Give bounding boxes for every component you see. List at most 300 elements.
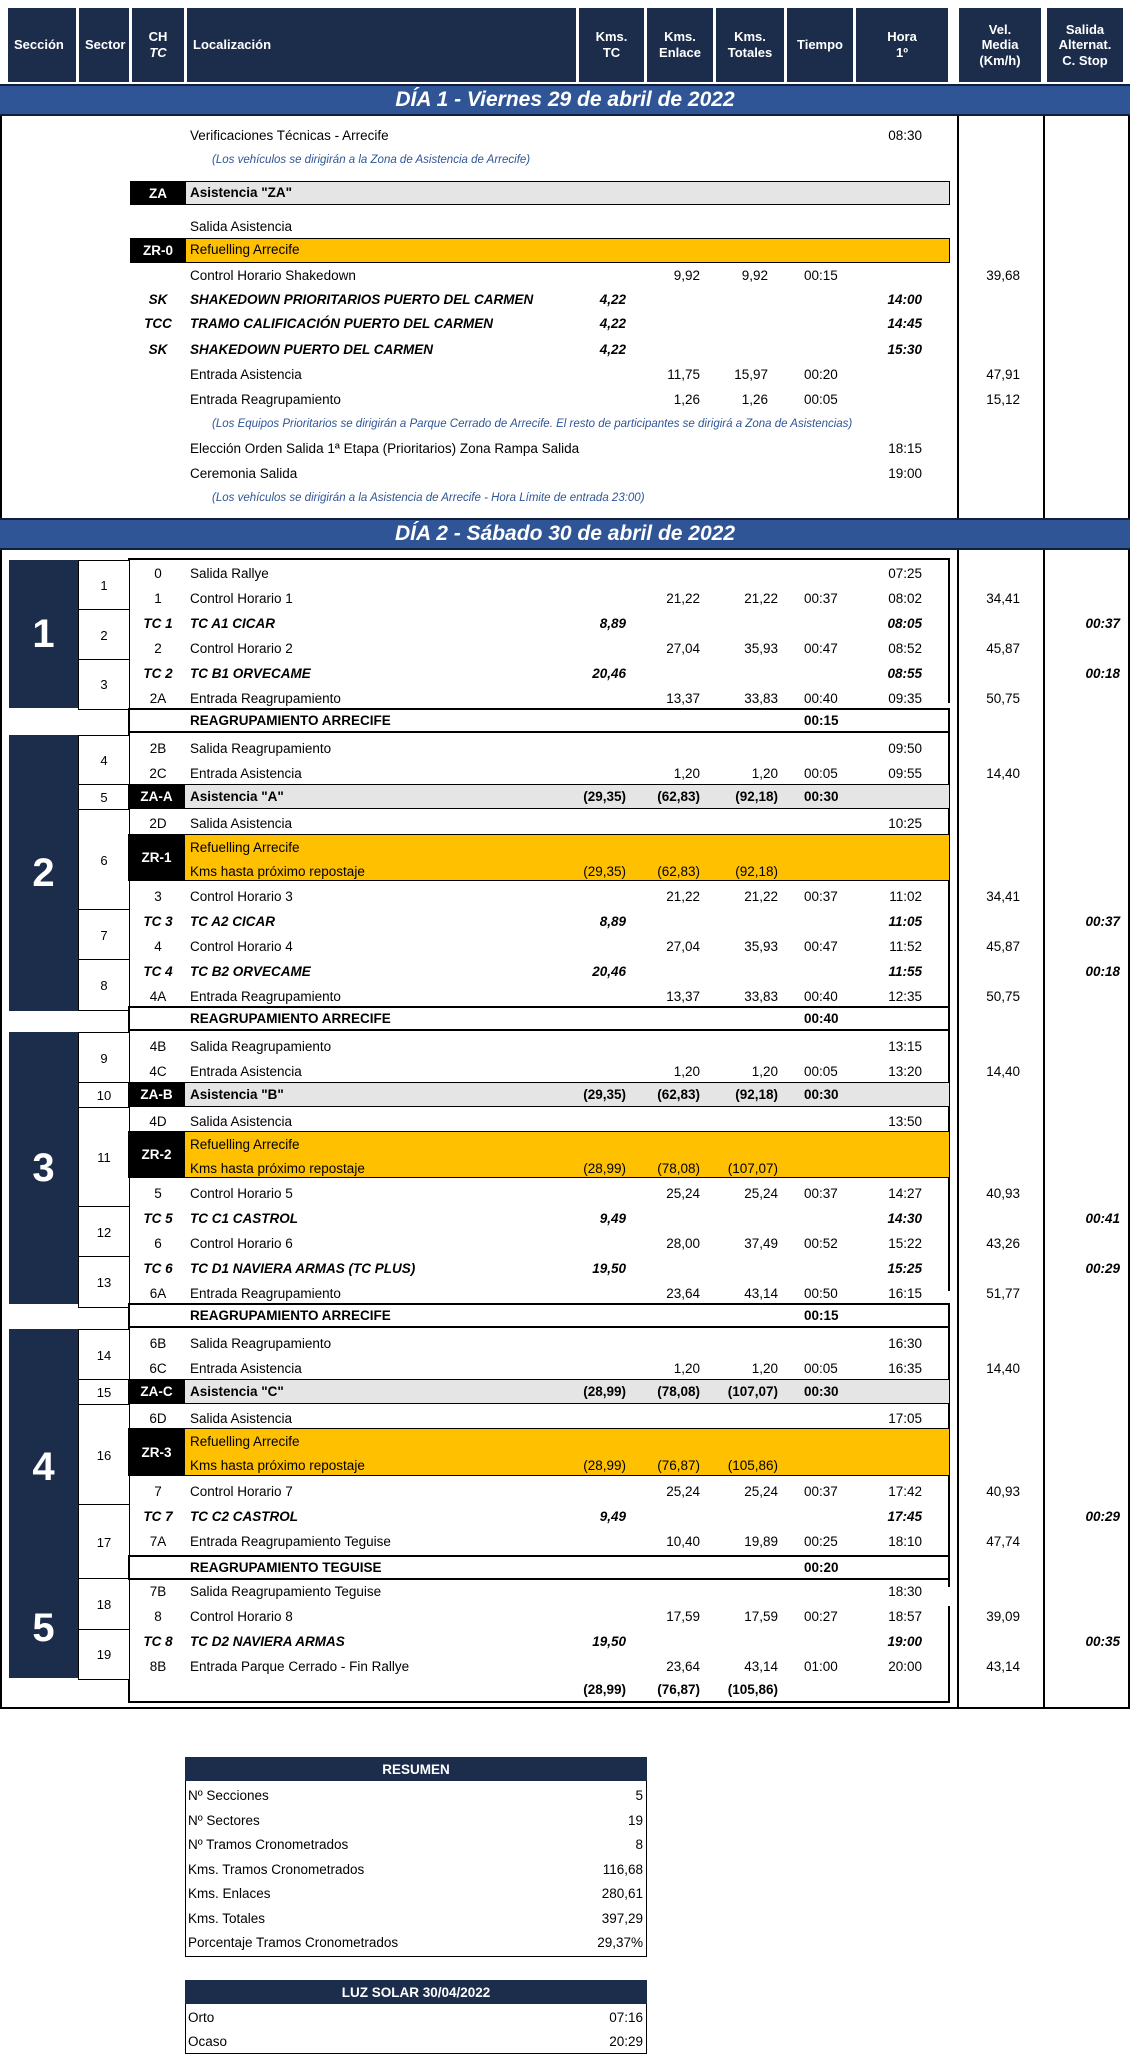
day1-eleccion-orden: Elección Orden Salida 1ª Etapa (Prioritarios) Zona Rampa Salida: [190, 441, 580, 456]
sector-number: 12: [96, 1224, 112, 1240]
resumen-label: Nº Tramos Cronometrados: [188, 1837, 349, 1852]
location: Entrada Reagrupamiento Teguise: [190, 1534, 391, 1549]
vel-media: 51,77: [986, 1286, 1020, 1301]
salida-alternat: 00:37: [1085, 914, 1120, 929]
location: Entrada Asistencia: [190, 1064, 302, 1079]
hora: 11:52: [889, 939, 922, 954]
ch-code: 2D: [149, 816, 167, 831]
vel-media: 40,93: [986, 1186, 1020, 1201]
luz-solar-value: 20:29: [609, 2033, 643, 2049]
kms-totales: (92,18): [735, 1087, 778, 1102]
day1-entrada-reagrupamiento: Entrada Reagrupamiento: [190, 392, 341, 407]
location: Salida Asistencia: [190, 1411, 293, 1426]
ch-code: 8B: [149, 1659, 167, 1674]
hora: 07:25: [888, 566, 922, 581]
ch-code: 7: [154, 1484, 162, 1499]
day2-rule-bottom: [128, 1701, 950, 1703]
kms-totales: (92,18): [735, 789, 778, 804]
header-kms-totales-line1: Kms.: [734, 29, 766, 45]
kms-enlace: (62,83): [657, 1087, 700, 1102]
location: Entrada Asistencia: [190, 766, 302, 781]
day1-ch-shakedown-vel: 39,68: [986, 268, 1020, 283]
hora: 13:20: [888, 1064, 922, 1079]
day1-ch-shakedown-enlace: 9,92: [673, 268, 700, 283]
kms-totales: 35,93: [744, 939, 778, 954]
sector-number: 17: [96, 1535, 112, 1550]
regroup-label: REAGRUPAMIENTO ARRECIFE: [190, 713, 391, 728]
sector-cell: [78, 1032, 130, 1084]
hora: 15:22: [888, 1236, 922, 1251]
header-kms-enlace-line1: Kms.: [664, 29, 696, 45]
hora: 12:35: [888, 989, 922, 1004]
section-2-number: 2: [32, 850, 55, 895]
location: Control Horario 2: [190, 641, 293, 656]
kms-enlace: 21,22: [666, 889, 700, 904]
section-5: [9, 1578, 78, 1678]
day1-refuelling: Refuelling Arrecife: [190, 242, 300, 257]
ch-code: TC 7: [143, 1509, 173, 1524]
tiempo: 00:37: [804, 1484, 838, 1499]
luz-solar-header: [185, 1980, 647, 2004]
ch-code: 7A: [149, 1534, 167, 1549]
sector-number: 4: [100, 753, 108, 768]
kms-enlace: 1,20: [673, 766, 700, 781]
header-kms-enlace: [647, 8, 713, 82]
tag-zr-2-text: ZR-2: [141, 1147, 172, 1162]
tiempo: 00:47: [804, 939, 838, 954]
hora: 18:57: [888, 1609, 922, 1624]
resumen-value: 280,61: [601, 1886, 643, 1901]
location: Control Horario 8: [190, 1609, 293, 1624]
hora: 10:25: [888, 816, 922, 831]
vel-media: 34,41: [986, 889, 1020, 904]
kms-totales: 1,20: [751, 1064, 778, 1079]
kms-totales: 25,24: [744, 1484, 778, 1499]
day1-note-1: (Los vehículos se dirigirán a la Zona de Asistencia de Arrecife): [212, 154, 531, 166]
ch-code: 4A: [149, 989, 167, 1004]
regroup-tiempo: 00:20: [804, 1560, 839, 1575]
tiempo: 00:25: [804, 1534, 838, 1549]
location: TC D2 NAVIERA ARMAS: [190, 1634, 345, 1649]
kms-tc: 8,89: [599, 616, 626, 631]
resumen-label: Kms. Enlaces: [188, 1886, 271, 1901]
tag-location: Refuelling Arrecife: [190, 1434, 300, 1449]
regroup-tiempo: 00:40: [804, 1011, 839, 1026]
resumen-label: Kms. Tramos Cronometrados: [188, 1861, 365, 1877]
kms-totales: 19,89: [744, 1534, 778, 1549]
ch-code: 4: [154, 939, 162, 954]
tiempo: 00:50: [804, 1286, 838, 1301]
tiempo: 00:05: [804, 1361, 838, 1376]
vel-media: 14,40: [986, 1064, 1020, 1079]
regroup-label: REAGRUPAMIENTO ARRECIFE: [190, 1011, 391, 1026]
day1-entrada-asistencia-vel: 47,91: [986, 367, 1020, 382]
hora: 11:55: [888, 964, 922, 979]
kms-enlace: (76,87): [657, 1458, 700, 1473]
salida-alternat: 00:29: [1085, 1509, 1120, 1524]
kms-tc: (29,35): [583, 864, 626, 879]
tag-za-a-text: ZA-A: [140, 789, 173, 804]
kms-totales: 43,14: [744, 1286, 778, 1301]
location: Salida Reagrupamiento: [190, 1336, 332, 1351]
location: TC D1 NAVIERA ARMAS (TC PLUS): [190, 1261, 416, 1276]
day1-tcc-ch: TCC: [144, 316, 172, 331]
tag-zr-1-text: ZR-1: [141, 850, 172, 865]
hora: 18:10: [888, 1534, 922, 1549]
hora: 16:15: [888, 1286, 922, 1301]
header-ch-text: CH: [148, 29, 168, 45]
day1-title-bar: [0, 84, 1130, 116]
kms-tc: (28,99): [583, 1458, 626, 1473]
header-vel-line3: (Km/h): [979, 52, 1021, 68]
location: Salida Rallye: [190, 566, 269, 581]
ch-code: 6B: [149, 1336, 167, 1351]
location: Entrada Asistencia: [190, 1361, 302, 1376]
tag-za-b: [128, 1082, 185, 1107]
header-vel-line2: Media: [981, 37, 1019, 53]
kms-enlace: 25,24: [666, 1186, 700, 1201]
sector-number: 5: [100, 790, 108, 805]
resumen-label: Porcentaje Tramos Cronometrados: [188, 1935, 399, 1950]
location: Control Horario 5: [190, 1186, 293, 1201]
day2-title: DÍA 2 - Sábado 30 de abril de 2022: [394, 522, 736, 545]
tiempo: 00:05: [804, 1064, 838, 1079]
location: Salida Reagrupamiento: [190, 1039, 332, 1054]
kms-totales: 35,93: [744, 641, 778, 656]
hora: 14:30: [887, 1211, 922, 1226]
kms-tc: (28,99): [583, 1384, 626, 1399]
day2-rule-right-a: [948, 558, 950, 703]
hora: 11:02: [889, 889, 922, 904]
kms-enlace: 28,00: [666, 1236, 700, 1251]
kms-tc: (28,99): [583, 1161, 626, 1176]
ch-code: 6A: [149, 1286, 167, 1301]
sector-cell: [78, 784, 130, 811]
tag-location: Asistencia "A": [190, 789, 284, 804]
kms-totales: (105,86): [727, 1458, 778, 1473]
tiempo: 00:37: [804, 889, 838, 904]
header-hora-line2: 1º: [896, 45, 908, 60]
kms-totales: 37,49: [744, 1236, 778, 1251]
kms-totales: 43,14: [744, 1659, 778, 1674]
tag-zr-2: [128, 1131, 185, 1178]
location: Control Horario 7: [190, 1484, 293, 1499]
day2-title-bar: [0, 518, 1130, 550]
ch-code: TC 5: [143, 1211, 173, 1226]
header-seccion: [8, 8, 76, 82]
kms-tc: 19,50: [592, 1634, 626, 1649]
header-salida-line3: C. Stop: [1062, 52, 1108, 68]
sector-cell: [78, 659, 130, 710]
day1-entrada-reagrupamiento-totales: 1,26: [741, 392, 768, 407]
kms-totales: 25,24: [744, 1186, 778, 1201]
sector-cell: [78, 1379, 130, 1406]
sector-cell: [78, 1256, 130, 1308]
ch-code: 4C: [149, 1064, 167, 1079]
ch-code: 3: [154, 889, 162, 904]
header-sector-text: Sector: [85, 37, 126, 53]
location: Salida Reagrupamiento: [190, 741, 332, 756]
vel-media: 45,87: [986, 939, 1020, 954]
day1-entrada-asistencia: Entrada Asistencia: [190, 367, 302, 382]
kms-tc: 9,49: [599, 1211, 626, 1226]
tiempo: 00:47: [804, 641, 838, 656]
tag-location: Asistencia "C": [190, 1384, 284, 1399]
ch-code: 6: [154, 1236, 162, 1251]
location: Entrada Parque Cerrado - Fin Rallye: [190, 1659, 410, 1674]
header-kms-tc-line2: TC: [602, 45, 621, 60]
day1-verificaciones-hora: 08:30: [888, 128, 922, 143]
kms-totales: 17,59: [744, 1609, 778, 1624]
resumen-value: 5: [635, 1788, 643, 1803]
kms-tc: (29,35): [583, 1087, 626, 1102]
day1-tag-za: [130, 181, 186, 205]
day1-entrada-reagrupamiento-tiempo: 00:05: [804, 392, 838, 407]
location: TC B2 ORVECAME: [190, 964, 311, 979]
tag-za-a: [128, 784, 185, 809]
header-kms-tc: [579, 8, 644, 82]
vel-media: 40,93: [986, 1484, 1020, 1499]
day1-tag-zr0-text: ZR-0: [143, 243, 173, 258]
vel-media: 47,74: [986, 1534, 1020, 1549]
header-localizacion: [187, 8, 576, 82]
day1-entrada-reagrupamiento-vel: 15,12: [986, 392, 1020, 407]
kms-totales: (107,07): [727, 1384, 778, 1399]
kms-totales: 33,83: [744, 989, 778, 1004]
hora: 20:00: [888, 1659, 922, 1674]
kms-totales: (107,07): [727, 1161, 778, 1176]
kms-enlace: 13,37: [666, 691, 700, 706]
regroup-tiempo: 00:15: [804, 1308, 839, 1323]
day1-entrada-asistencia-totales: 15,97: [734, 367, 768, 382]
day1-sk1-hora: 14:00: [887, 292, 922, 307]
tiempo: 00:52: [804, 1236, 838, 1251]
hora: 13:50: [888, 1114, 922, 1129]
sector-cell: [78, 1578, 130, 1631]
vel-media: 45,87: [986, 641, 1020, 656]
kms-totales: 1,20: [751, 766, 778, 781]
kms-enlace: (78,08): [657, 1161, 700, 1176]
sector-number: 7: [100, 927, 108, 943]
hora: 08:05: [887, 616, 922, 631]
ch-code: 2: [154, 641, 162, 656]
header-tc-text: TC: [149, 45, 167, 60]
day1-salida-asistencia: Salida Asistencia: [190, 219, 293, 234]
sector-number: 19: [96, 1647, 112, 1662]
section-4-number: 4: [32, 1444, 55, 1489]
day1-ch-shakedown: Control Horario Shakedown: [190, 268, 356, 283]
vel-media: 43,26: [986, 1236, 1020, 1251]
day1-entrada-asistencia-tiempo: 00:20: [804, 367, 838, 382]
location: Salida Reagrupamiento Teguise: [190, 1584, 382, 1599]
header-seccion-text: Sección: [14, 37, 64, 53]
header-ch: [132, 8, 184, 82]
vel-media: 50,75: [986, 691, 1020, 706]
hora: 14:27: [888, 1186, 922, 1201]
section-1-number: 1: [32, 611, 55, 656]
tiempo: 00:05: [804, 766, 838, 781]
kms-tc: 9,49: [599, 1509, 626, 1524]
kms-tc: (29,35): [583, 789, 626, 804]
ch-code: TC 3: [143, 914, 173, 929]
ch-code: 2B: [149, 741, 167, 756]
day1-sk2-loc: SHAKEDOWN PUERTO DEL CARMEN: [190, 342, 434, 357]
resumen-value: 8: [635, 1837, 643, 1852]
tiempo: 00:37: [804, 591, 838, 606]
day1-asistencia-za: Asistencia "ZA": [190, 185, 293, 200]
kms-totales: 21,22: [744, 889, 778, 904]
location: TC C2 CASTROL: [190, 1509, 298, 1524]
ch-code: 8: [154, 1609, 162, 1624]
day1-title: DÍA 1 - Viernes 29 de abril de 2022: [395, 88, 735, 111]
rule-salida-left: [1043, 84, 1045, 1709]
salida-alternat: 00:18: [1085, 666, 1120, 681]
section-3: [9, 1032, 78, 1304]
totals-kmtc: (28,99): [583, 1682, 626, 1697]
header-tiempo-text: Tiempo: [797, 37, 843, 53]
header-salida-line1: Salida: [1065, 21, 1105, 37]
resumen-header: [185, 1757, 647, 1781]
kms-enlace: 21,22: [666, 591, 700, 606]
day1-sk2-kmtc: 4,22: [599, 342, 626, 357]
rule-vel-left: [957, 84, 959, 1709]
day1-verificaciones: Verificaciones Técnicas - Arrecife: [190, 128, 389, 143]
day1-tcc-kmtc: 4,22: [599, 316, 626, 331]
tiempo: 00:40: [804, 989, 838, 1004]
kms-enlace: 17,59: [666, 1609, 700, 1624]
day1-ch-shakedown-totales: 9,92: [741, 268, 768, 283]
day1-tag-za-text: ZA: [149, 185, 167, 201]
sector-number: 6: [100, 852, 108, 868]
sector-cell: [78, 609, 130, 661]
hora: 09:55: [888, 766, 922, 781]
header-vel-line1: Vel.: [988, 21, 1012, 37]
day1-ceremonia: Ceremonia Salida: [190, 466, 298, 481]
tiempo: 00:30: [804, 1384, 839, 1399]
hora: 19:00: [887, 1634, 922, 1649]
location: Control Horario 6: [190, 1236, 293, 1251]
location: Control Horario 1: [190, 591, 293, 606]
tiempo: 00:30: [804, 1087, 839, 1102]
header-hora: [856, 8, 948, 82]
kms-enlace: (62,83): [657, 864, 700, 879]
location: TC A1 CICAR: [190, 616, 276, 631]
luz-solar-title: LUZ SOLAR 30/04/2022: [341, 1984, 491, 2000]
ch-code: 2C: [149, 766, 167, 781]
hora: 16:35: [888, 1361, 922, 1376]
kms-enlace: 25,24: [666, 1484, 700, 1499]
sector-number: 18: [96, 1597, 112, 1612]
tiempo: 00:40: [804, 691, 838, 706]
ch-code: TC 2: [143, 666, 173, 681]
header-hora-line1: Hora: [887, 29, 917, 45]
location: TC A2 CICAR: [190, 914, 276, 929]
kms-enlace: (78,08): [657, 1384, 700, 1399]
vel-media: 43,14: [986, 1659, 1020, 1674]
sector-cell: [78, 1504, 130, 1581]
sector-cell: [78, 1107, 130, 1208]
resumen-label: Kms. Totales: [188, 1910, 266, 1926]
regroup-label: REAGRUPAMIENTO ARRECIFE: [190, 1308, 391, 1323]
sector-number: 3: [100, 677, 108, 692]
regroup-tiempo: 00:15: [804, 713, 839, 728]
header-tiempo: [787, 8, 853, 82]
hora: 17:05: [888, 1411, 922, 1426]
ch-code: 0: [154, 566, 162, 581]
ch-code: 6C: [149, 1361, 167, 1376]
luz-solar-label: Orto: [188, 2010, 215, 2025]
vel-media: 14,40: [986, 766, 1020, 781]
location: Salida Asistencia: [190, 816, 293, 831]
totals-totales: (105,86): [727, 1682, 778, 1697]
location: Control Horario 3: [190, 889, 293, 904]
hora: 16:30: [888, 1336, 922, 1351]
day1-tcc-hora: 14:45: [887, 316, 922, 331]
resumen-value: 397,29: [601, 1910, 643, 1926]
hora: 17:42: [888, 1484, 922, 1499]
ch-code: 4D: [149, 1114, 167, 1129]
hora: 18:30: [888, 1584, 922, 1599]
vel-media: 39,09: [986, 1609, 1020, 1624]
kms-tc: 8,89: [599, 914, 626, 929]
tag-za-c-text: ZA-C: [140, 1384, 173, 1399]
location: Salida Asistencia: [190, 1114, 293, 1129]
location: Entrada Reagrupamiento: [190, 691, 341, 706]
kms-totales: (92,18): [735, 864, 778, 879]
hora: 15:25: [887, 1261, 922, 1276]
header-salida-alternat: [1047, 8, 1123, 82]
day1-note-2: (Los Equipos Prioritarios se dirigirán a Parque Cerrado de Arrecife. El resto de participantes se dirigirá a Zona de Asistencias): [212, 418, 853, 430]
day1-entrada-reagrupamiento-enlace: 1,26: [673, 392, 700, 407]
sector-number: 16: [96, 1447, 112, 1463]
kms-tc: 19,50: [592, 1261, 626, 1276]
day1-tcc-loc: TRAMO CALIFICACIÓN PUERTO DEL CARMEN: [190, 316, 494, 331]
refuel-distance-label: Kms hasta próximo repostaje: [190, 864, 365, 879]
tag-zr-3: [128, 1428, 185, 1476]
sector-number: 11: [97, 1150, 111, 1165]
location: TC C1 CASTROL: [190, 1211, 298, 1226]
refuel-distance-label: Kms hasta próximo repostaje: [190, 1161, 365, 1176]
day1-tag-zr0: [130, 238, 186, 263]
ch-code: 7B: [149, 1584, 167, 1599]
tag-zr-3-text: ZR-3: [141, 1444, 172, 1460]
sector-cell: [78, 1082, 130, 1109]
tag-location: Refuelling Arrecife: [190, 1137, 300, 1152]
kms-enlace: (62,83): [657, 789, 700, 804]
hora: 08:52: [888, 641, 922, 656]
sector-number: 15: [96, 1385, 112, 1400]
kms-tc: 20,46: [592, 964, 626, 979]
resumen-title: RESUMEN: [382, 1761, 450, 1777]
ch-code: 5: [154, 1186, 162, 1201]
ch-code: 2A: [149, 691, 167, 706]
vel-media: 50,75: [986, 989, 1020, 1004]
kms-enlace: 1,20: [673, 1064, 700, 1079]
hora: 11:05: [888, 914, 922, 929]
sector-cell: [78, 735, 130, 786]
salida-alternat: 00:37: [1085, 616, 1120, 631]
sector-cell: [78, 1206, 130, 1258]
luz-solar-label: Ocaso: [188, 2033, 228, 2049]
day1-sk1-ch: SK: [148, 292, 168, 307]
salida-alternat: 00:41: [1085, 1211, 1120, 1226]
resumen-label: Nº Sectores: [188, 1812, 260, 1828]
kms-totales: 21,22: [744, 591, 778, 606]
vel-media: 14,40: [986, 1361, 1020, 1376]
kms-enlace: 27,04: [666, 641, 700, 656]
ch-code: 1: [154, 591, 162, 606]
section-1: [9, 560, 78, 708]
